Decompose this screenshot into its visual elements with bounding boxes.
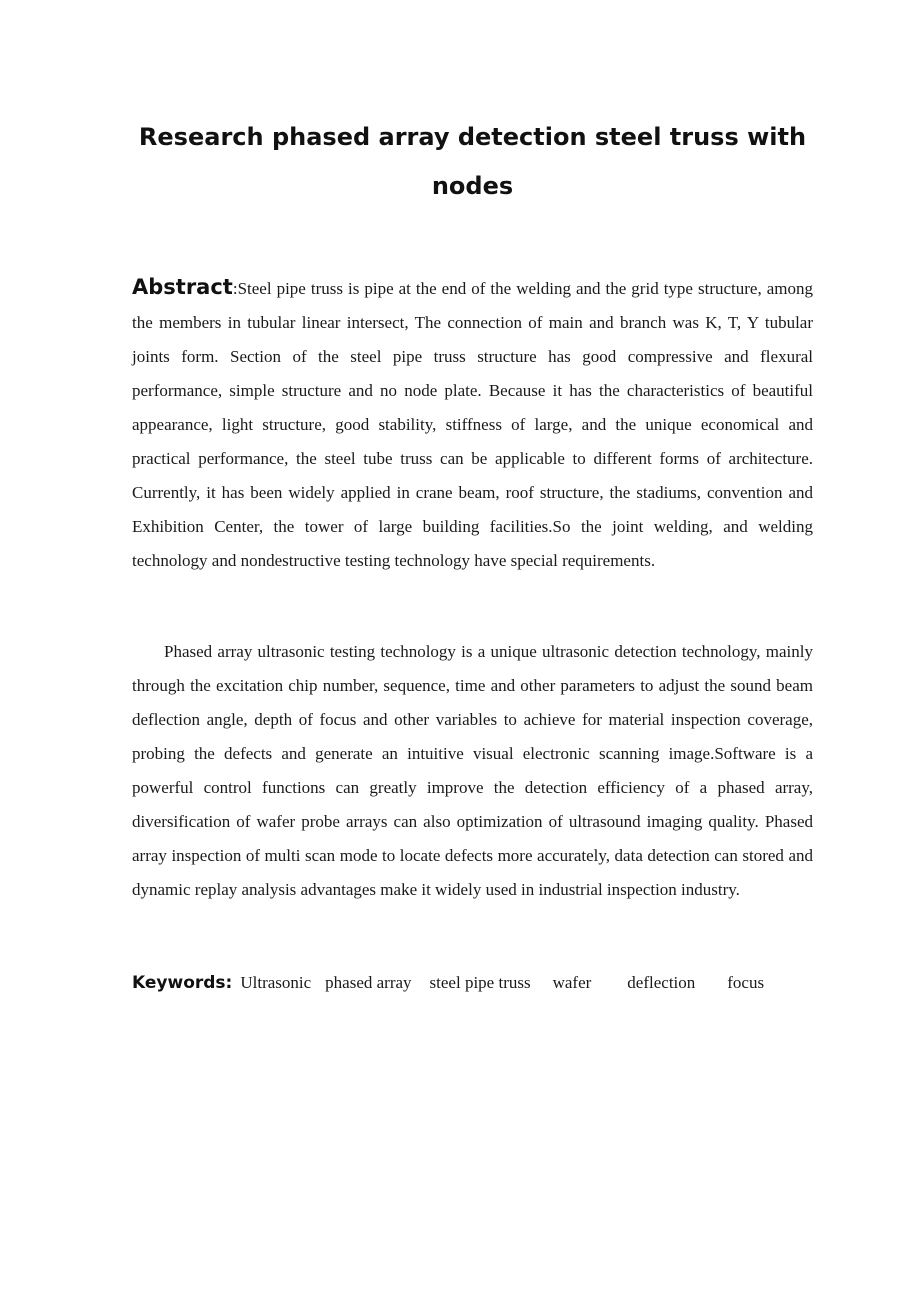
abstract-separator: : [232, 279, 238, 298]
keyword-item: Ultrasonic [240, 973, 312, 992]
keyword-item: focus [727, 973, 765, 992]
keyword-item: deflection [627, 973, 696, 992]
keyword-item: phased array [325, 973, 412, 992]
document-title: Research phased array detection steel truss with nodes [138, 123, 807, 200]
abstract-text: Steel pipe truss is pipe at the end of the welding and the grid type structure, among the members in tubular linear intersect, The connection of main and branch was K, T, Y tubular joints form. Section of the steel pipe truss structure has good compressive and flexural performance, simple structure and no node plate. Because it has the characteristics of beautiful appearance, light structure, good stability, stiffness of large, and the unique economical and practical performance, the steel tube truss can be applicable to different forms of architecture. Currently, it has been widely applied in crane beam, roof structure, the stadiums, convention and Exhibition Center, the tower of large building facilities.So the joint welding, and welding technology and nondestructive testing technology have special requirements. [132, 279, 813, 570]
abstract-paragraph [132, 270, 813, 578]
keywords-line [132, 966, 813, 1000]
keyword-item: steel pipe truss [429, 973, 531, 992]
keywords-label: Keywords: [132, 973, 233, 993]
abstract-label: Abstract [132, 275, 233, 299]
body-paragraph: Phased array ultrasonic testing technology is a unique ultrasonic detection technology, mainly through the excitation chip number, sequence, time and other parameters to adjust the sound beam deflection angle, depth of focus and other variables to achieve for material inspection coverage, probing the defects and generate an intuitive visual electronic scanning image.Software is a powerful control functions can greatly improve the detection efficiency of a phased array, diversification of wafer probe arrays can also optimization of ultrasound imaging quality. Phased array inspection of multi scan mode to locate defects more accurately, data detection can stored and dynamic replay analysis advantages make it widely used in industrial inspection industry. [132, 642, 813, 899]
keyword-item: wafer [552, 973, 592, 992]
